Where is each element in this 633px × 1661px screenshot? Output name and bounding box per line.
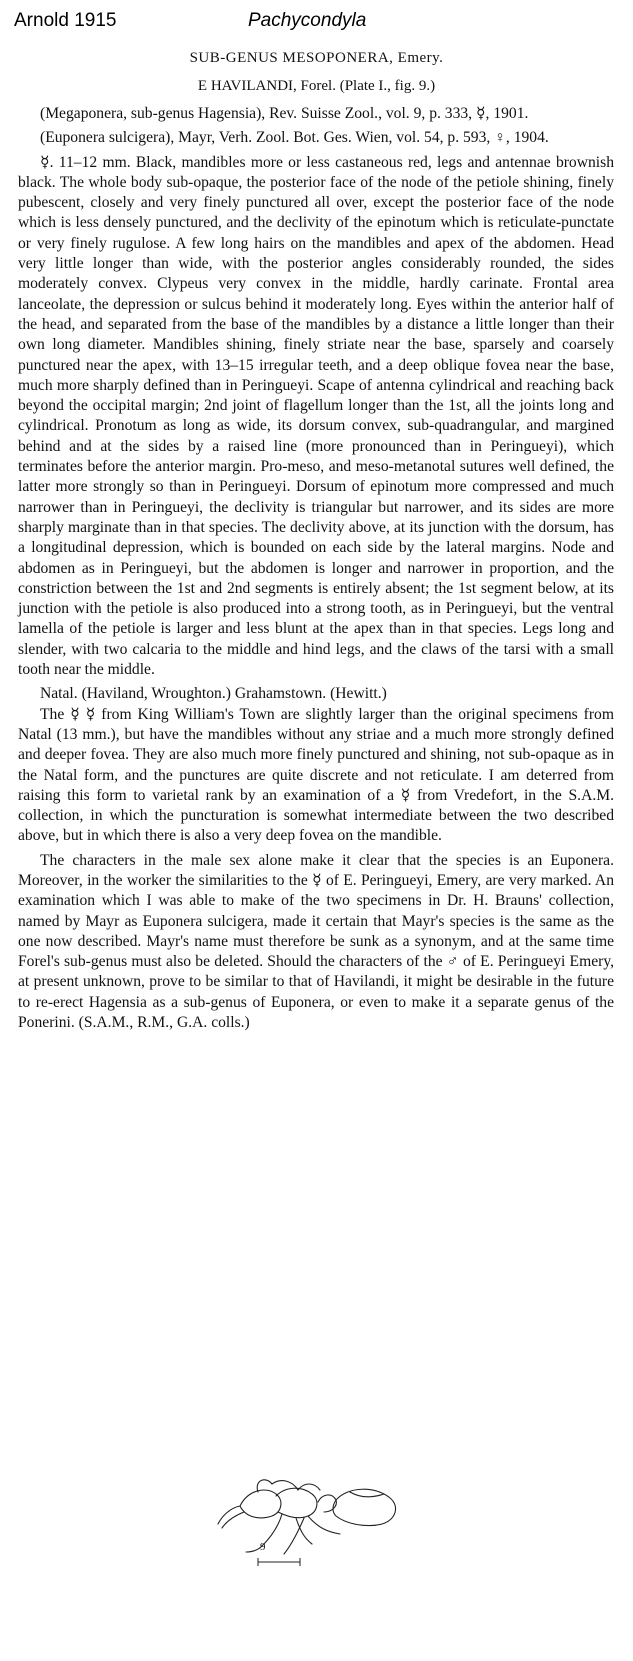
header-author-year: Arnold 1915 bbox=[14, 10, 117, 31]
plate-figure-ant-sketch bbox=[200, 1472, 410, 1567]
locality-line: Natal. (Haviland, Wroughton.) Grahamstown. (Hewitt.) bbox=[40, 685, 387, 703]
figure-number-label: 9 bbox=[260, 1541, 266, 1553]
header-genus: Pachycondyla bbox=[248, 10, 367, 31]
variation-paragraph: The ☿ ☿ from King William's Town are slightly larger than the original specimens from Natal (13 mm.), but have the mandibles without any striae and a much more strongly defined and deeper fovea. They are also much more finely punctured and shining, not sub-opaque as in the Natal form, and the punctures are quite discrete and not reticulate. I am deterred from raising this form to varietal rank by an examination of a ☿ from Vredefort, in the S.A.M. collection, in which the puncturation is somewhat intermediate between the two described above, but in which there is also a very deep fovea on the mandible. bbox=[18, 705, 614, 845]
species-heading: E HAVILANDI, Forel. (Plate I., fig. 9.) bbox=[197, 78, 436, 94]
discussion-paragraph: The characters in the male sex alone make it clear that the species is an Euponera. Moreover, in the worker the similarities to the ☿ of E. Peringueyi, Emery, are very marked. An examination which I was able to make of the two specimens in Dr. H. Brauns' collection, named by Mayr as Euponera sulcigera, made it certain that Mayr's species is the same as the one now described. Mayr's name must therefore be sunk as a synonym, and at the same time Forel's sub-genus must also be deleted. Should the characters of the ♂ of E. Peringueyi Emery, at present unknown, prove to be similar to that of Havilandi, it might be desirable in the future to re-erect Hagensia as a sub-genus of Euponera, or even to make it a separate genus of the Ponerini. (S.A.M., R.M., G.A. colls.) bbox=[18, 851, 614, 1032]
worker-description: ☿. 11–12 mm. Black, mandibles more or less castaneous red, legs and antennae brownish black. The whole body sub-opaque, the posterior face of the node of the petiole shining, finely pubescent, closely and very finely punctured all over, except the posterior face of the node which is less densely punctured, and the declivity of the epinotum which is reticulate-punctate or very finely rugulose. A few long hairs on the mandibles and apex of the abdomen. Head very little longer than wide, with the posterior angles considerably rounded, the sides moderately convex. Clypeus very convex in the middle, hardly carinate. Frontal area lanceolate, the depression or sulcus behind it moderately long. Eyes within the anterior half of the head, and separated from the base of the mandibles by a distance a little longer than their own long diameter. Mandibles shining, finely striate near the base, sparsely and coarsely punctured near the apex, with 13–15 irregular teeth, and a deep oblique fovea near the base, much more sharply defined than in Peringueyi. Scape of antenna cylindrical and reaching back beyond the occipital margin; 2nd joint of flagellum longer than the 1st, all the joints long and cylindrical. Pronotum as long as wide, its dorsum convex, sub-quadrangular, and margined behind and at the sides by a raised line (more pronounced than in Peringueyi), which terminates before the anterior margin. Pro-meso, and meso-metanotal sutures well defined, the latter more strongly so than in Peringueyi. Dorsum of epinotum more compressed and much narrower than in Peringueyi, the declivity is triangular but narrower, and its sides are more sharply marginate than in that species. The declivity above, at its junction with the dorsum, has a longitudinal depression, which is bounded on each side by the lateral margins. Node and abdomen as in Peringueyi, but the abdomen is longer and narrower in proportion, and the constriction between the 1st and 2nd segments is entirely absent; the 1st segment below, at its junction with the petiole is also produced into a strong tooth, as in Peringueyi, but the ventral lamella of the petiole is larger and less blunt at the apex than in that species. Legs long and slender, with two calcaria to the middle and hind legs, and the claws of the tarsi with a small tooth near the middle. bbox=[18, 153, 614, 679]
reference-hagensia: (Megaponera, sub-genus Hagensia), Rev. Suisse Zool., vol. 9, p. 333, ☿, 1901. bbox=[40, 105, 529, 122]
reference-sulcigera: (Euponera sulcigera), Mayr, Verh. Zool. Bot. Ges. Wien, vol. 54, p. 593, ♀, 1904. bbox=[40, 129, 549, 147]
article-body bbox=[18, 104, 614, 1033]
subgenus-heading: SUB-GENUS MESOPONERA, Emery. bbox=[189, 50, 444, 66]
